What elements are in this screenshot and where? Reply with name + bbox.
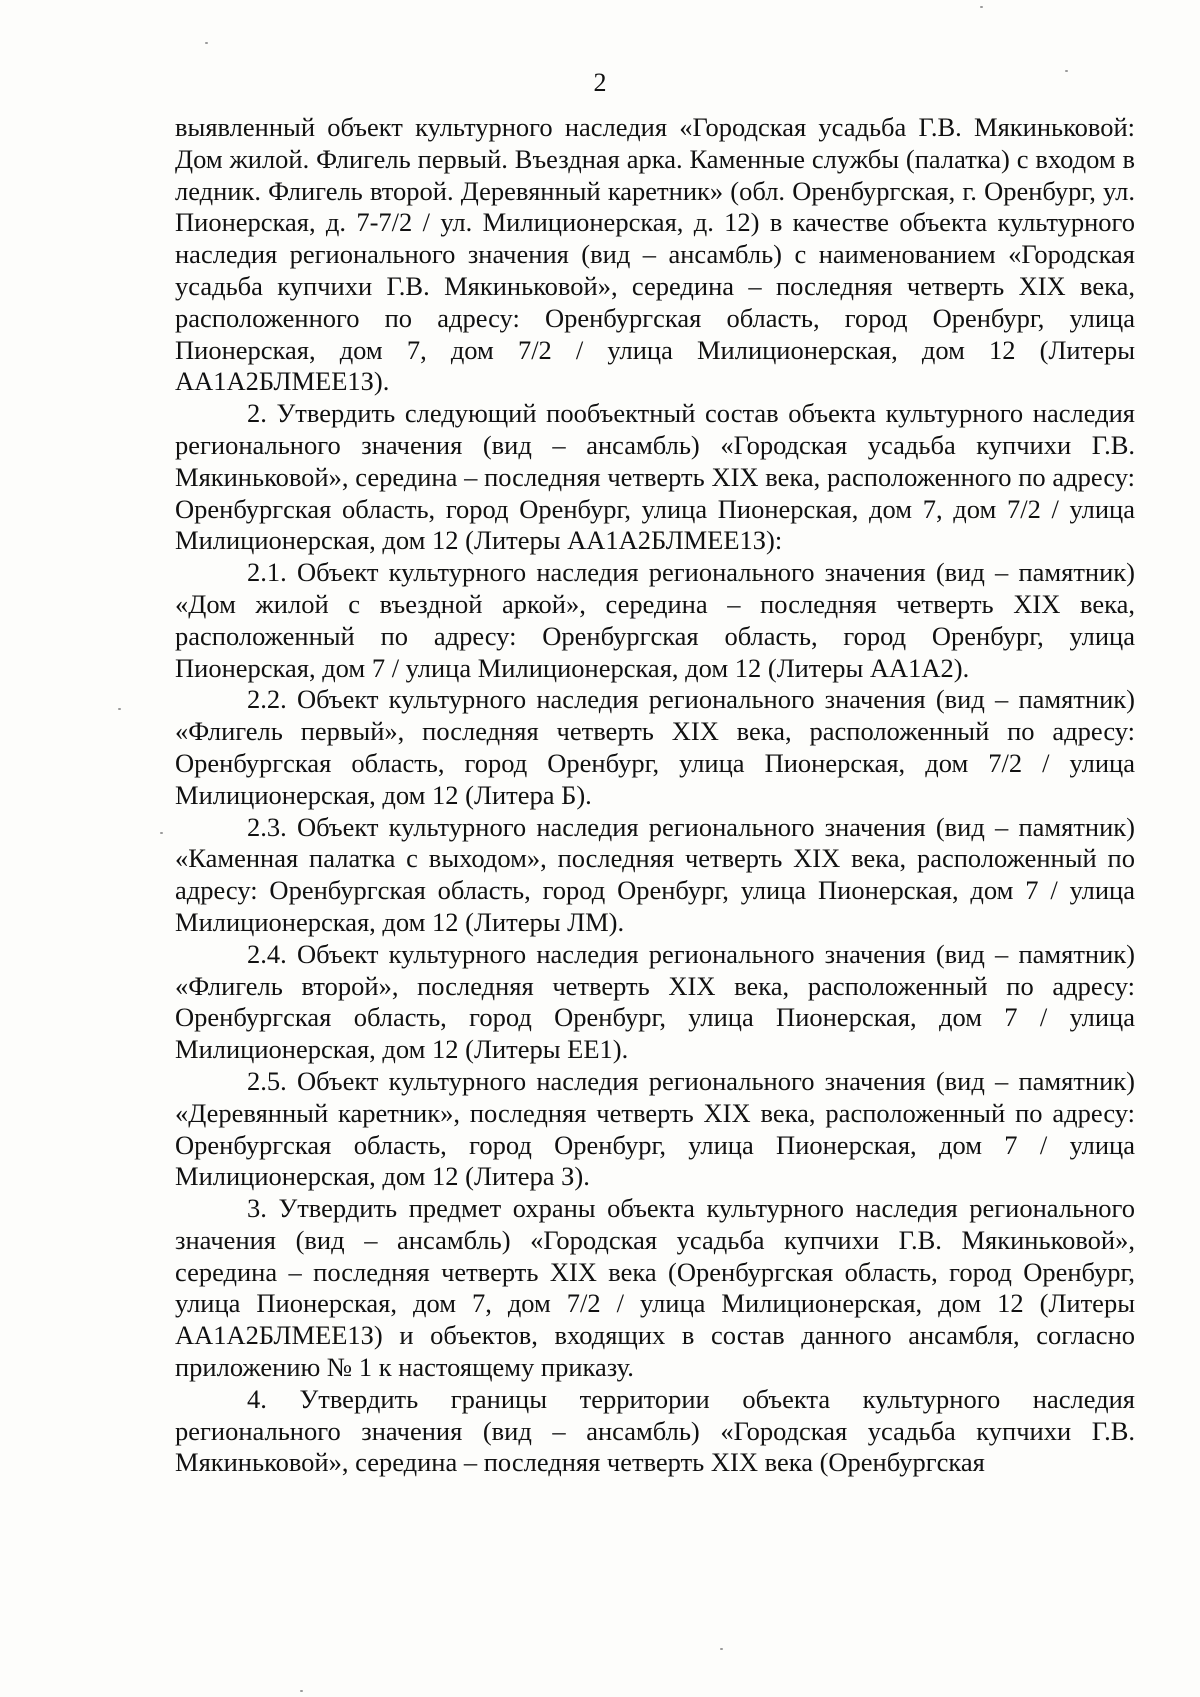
paragraph-2-3: 2.3. Объект культурного наследия регионального значения (вид – памятник) «Каменная палатка с выходом», последняя четверть XIX века, расположенный по адресу: Оренбургская область, город Оренбург, улица Пионерская, дом 7 / улица Милиционерская, дом 12 (Литеры ЛМ). [175, 811, 1135, 937]
document-body [175, 112, 1135, 1479]
paragraph-2-1: 2.1. Объект культурного наследия регионального значения (вид – памятник) «Дом жилой с въездной аркой», середина – последняя четверть XIX века, расположенный по адресу: Оренбургская область, город Оренбург, улица Пионерская, дом 7 / улица Милиционерская, дом 12 (Литеры АА1А2). [175, 557, 1135, 683]
scan-speck [160, 832, 163, 834]
scan-speck [1065, 70, 1068, 72]
scan-speck [118, 708, 121, 710]
paragraph-3: 3. Утвердить предмет охраны объекта культурного наследия регионального значения (вид – ансамбль) «Городская усадьба купчихи Г.В. Мякиньковой», середина – последняя четверть XIX века (Оренбургская область, город Оренбург, улица Пионерская, дом 7, дом 7/2 / улица Милиционерская, дом 12 (Литеры АА1А2БЛМЕЕ1З) и объектов, входящих в состав данного ансамбля, согласно приложению № 1 к настоящему приказу. [175, 1193, 1135, 1383]
scan-speck [300, 1690, 303, 1692]
paragraph-1-continuation: выявленный объект культурного наследия «Городская усадьба Г.В. Мякиньковой: Дом жилой. Флигель первый. Въездная арка. Каменные службы (палатка) с входом в ледник. Флигель второй. Деревянный каретник» (обл. Оренбургская, г. Оренбург, ул. Пионерская, д. 7-7/2 / ул. Милиционерская, д. 12) в качестве объекта культурного наследия регионального значения (вид – ансамбль) с наименованием «Городская усадьба купчихи Г.В. Мякиньковой», середина – последняя четверть XIX века, расположенного по адресу: Оренбургская область, город Оренбург, улица Пионерская, дом 7, дом 7/2 / улица Милиционерская, дом 12 (Литеры АА1А2БЛМЕЕ1З). [175, 112, 1135, 397]
paragraph-2-5: 2.5. Объект культурного наследия регионального значения (вид – памятник) «Деревянный каретник», последняя четверть XIX века, расположенный по адресу: Оренбургская область, город Оренбург, улица Пионерская, дом 7 / улица Милиционерская, дом 12 (Литера З). [175, 1065, 1135, 1192]
scan-speck [205, 42, 208, 44]
paragraph-4: 4. Утвердить границы территории объекта культурного наследия регионального значения (вид – ансамбль) «Городская усадьба купчихи Г.В. Мякиньковой», середина – последняя четверть XIX века (Оренбургская [175, 1383, 1135, 1478]
paragraph-2-4: 2.4. Объект культурного наследия регионального значения (вид – памятник) «Флигель второй», последняя четверть XIX века, расположенный по адресу: Оренбургская область, город Оренбург, улица Пионерская, дом 7 / улица Милиционерская, дом 12 (Литеры ЕЕ1). [175, 938, 1135, 1065]
paragraph-2-2: 2.2. Объект культурного наследия регионального значения (вид – памятник) «Флигель первый», последняя четверть XIX века, расположенный по адресу: Оренбургская область, город Оренбург, улица Пионерская, дом 7/2 / улица Милиционерская, дом 12 (Литера Б). [175, 684, 1135, 810]
scan-speck [720, 1648, 723, 1650]
scan-speck [980, 6, 983, 8]
paragraph-2: 2. Утвердить следующий пообъектный состав объекта культурного наследия регионального значения (вид – ансамбль) «Городская усадьба купчихи Г.В. Мякиньковой», середина – последняя четверть XIX века, расположенного по адресу: Оренбургская область, город Оренбург, улица Пионерская, дом 7, дом 7/2 / улица Милиционерская, дом 12 (Литеры АА1А2БЛМЕЕ1З): [175, 398, 1135, 556]
page-number: 2 [593, 68, 607, 97]
